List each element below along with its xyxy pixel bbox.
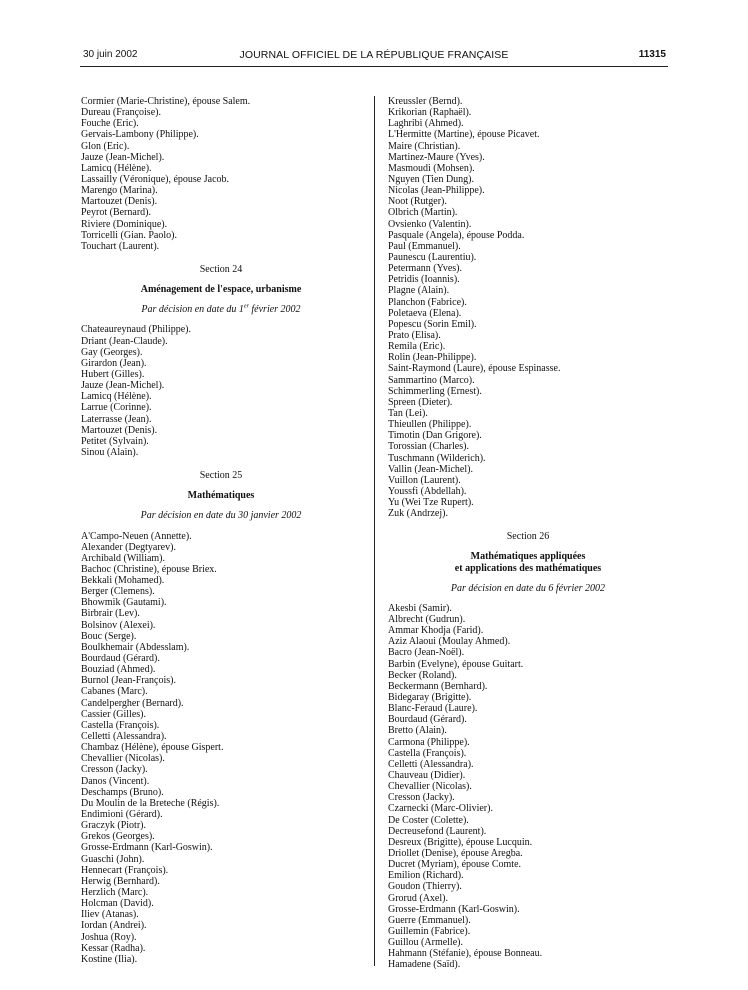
list-item: Bidegaray (Brigitte). [388,692,472,704]
list-item: Driollet (Denise), épouse Aregba. [388,848,523,859]
section-24-decision: Par décision en date du 1er février 2002 [141,303,301,316]
list-item: Becker (Roland). [388,669,457,681]
list-item: Hubert (Gilles). [81,368,145,380]
list-item: Yu (Wei Tze Rupert). [388,497,474,509]
list-item: Glon (Eric). [81,140,130,152]
list-item: Decreusefond (Laurent). [388,825,487,837]
list-item: Rolin (Jean-Philippe). [388,352,477,364]
list-item: Goudon (Thierry). [388,881,462,893]
list-item: Remila (Eric). [388,341,446,353]
list-item: Du Moulin de la Breteche (Régis). [81,797,220,809]
list-item: Hahmann (Stéfanie), épouse Bonneau. [388,948,543,960]
list-item: Bacro (Jean-Noël). [388,647,465,659]
list-item: Bolsinov (Alexei). [81,619,156,631]
list-item: Castella (François). [81,719,160,731]
list-item: Alexander (Degtyarev). [81,541,176,553]
section-26-heading-line-2: et applications des mathématiques [454,562,602,574]
list-item: Vallin (Jean-Michel). [388,463,473,475]
list-item: Ammar Khodja (Farid). [388,625,484,637]
list-item: A'Campo-Neuen (Annette). [81,530,192,542]
list-item: Hamadene (Saïd). [388,959,461,971]
list-item: Driant (Jean-Claude). [81,335,168,347]
list-item: Prato (Elisa). [388,329,441,341]
list-item: Sinou (Alain). [81,446,139,458]
list-item: Bretto (Alain). [388,725,447,737]
list-item: Maire (Christian). [388,140,461,152]
list-item: Iliev (Atanas). [81,909,139,921]
list-item: Berger (Clemens). [81,586,155,598]
list-item: Graczyk (Piotr). [81,820,146,832]
list-item: Laghribi (Ahmed). [388,118,464,130]
list-item: Gervais-Lambony (Philippe). [81,129,199,141]
list-item: Youssfi (Abdellah). [388,485,467,497]
list-item: Grosse-Erdmann (Karl-Goswin). [388,903,520,915]
list-item: Emilion (Richard). [388,870,464,882]
list-item: Nguyen (Tien Dung). [388,173,475,185]
list-item: Bouziad (Ahmed). [81,664,156,676]
section-25-decision: Par décision en date du 30 janvier 2002 [140,510,302,522]
list-item: Kostine (Ilia). [81,953,138,965]
list-item: Plagne (Alain). [388,285,450,297]
section-25-label: Section 25 [199,470,243,482]
list-item: Guerre (Emmanuel). [388,914,471,926]
list-item: Bourdaud (Gérard). [81,653,160,665]
list-item: Bouc (Serge). [81,630,137,642]
list-item: Spreen (Dieter). [388,396,453,408]
list-item: Akesbi (Samir). [388,602,452,614]
list-item: Lamicq (Hélène). [81,391,152,403]
list-item: Riviere (Dominique). [81,218,168,230]
section-24-label: Section 24 [199,263,243,275]
section-26-names [388,603,668,971]
list-item: Chevallier (Nicolas). [388,781,472,793]
list-item: Herwig (Bernhard). [81,875,160,887]
list-item: Iordan (Andrei). [81,920,147,932]
list-item: Poletaeva (Elena). [388,307,462,319]
list-item: Girardon (Jean). [81,357,147,369]
list-item: Martinez-Maure (Yves). [388,151,485,163]
list-item: Celletti (Alessandra). [388,758,474,770]
list-item: Schimmerling (Ernest). [388,385,482,397]
list-item: Petridis (Ioannis). [388,274,460,286]
list-item: Paunescu (Laurentiu). [388,251,477,263]
list-item: Marengo (Marina). [81,185,158,197]
list-item: Bhowmik (Gautami). [81,597,167,609]
list-item: Deschamps (Bruno). [81,786,164,798]
left-column [81,96,361,965]
list-item: Pasquale (Angela), épouse Podda. [388,229,525,241]
list-item: Laterrasse (Jean). [81,413,152,425]
list-item: Barbin (Evelyne), épouse Guitart. [388,658,524,670]
list-item: Jauze (Jean-Michel). [81,151,165,163]
list-item: Planchon (Fabrice). [388,296,467,308]
right-column [388,96,668,971]
column-divider [374,96,375,966]
list-item: Tuschmann (Wilderich). [388,452,486,464]
list-item: Torricelli (Gian. Paolo). [81,229,177,241]
list-item: Lassailly (Véronique), épouse Jacob. [81,173,230,185]
list-item: Czarnecki (Marc-Olivier). [388,803,493,815]
list-item: Grosse-Erdmann (Karl-Goswin). [81,842,213,854]
list-item: Guillou (Armelle). [388,937,463,949]
list-item: De Coster (Colette). [388,814,469,826]
list-item: Boulkhemair (Abdesslam). [81,641,190,653]
list-item: Kreussler (Bernd). [388,96,463,107]
list-item: Holcman (David). [81,898,154,910]
list-item: Petitet (Sylvain). [81,435,149,447]
list-item: Torossian (Charles). [388,441,469,453]
list-item: Krikorian (Raphaël). [388,107,472,119]
list-item: Touchart (Laurent). [81,240,160,252]
list-item: Chevallier (Nicolas). [81,753,165,765]
list-item: Sammartino (Marco). [388,374,475,386]
list-item: Cormier (Marie-Christine), épouse Salem. [81,96,251,107]
section-24-heading: Aménagement de l'espace, urbanisme [140,284,302,296]
list-item: Gay (Georges). [81,346,143,358]
list-item: Herzlich (Marc). [81,887,149,898]
header-date: 30 juin 2002 [83,49,138,60]
list-item: Dureau (Françoise). [81,107,161,119]
list-item: Celletti (Alessandra). [81,731,167,743]
list-item: Cresson (Jacky). [388,792,455,804]
list-item: Burnol (Jean-François). [81,675,176,687]
list-item: Ovsienko (Valentin). [388,218,472,230]
section-26-label: Section 26 [506,531,550,543]
list-item: Olbrich (Martin). [388,207,458,219]
page-number: 11315 [638,49,666,60]
list-item: Desreux (Brigitte), épouse Lucquin. [388,836,533,848]
list-item: Vuillon (Laurent). [388,474,461,486]
list-item: Cassier (Gilles). [81,708,146,720]
list-item: Albrecht (Gudrun). [388,614,466,626]
list-item: Cresson (Jacky). [81,764,148,776]
list-item: Hennecart (François). [81,864,169,876]
list-item: Petermann (Yves). [388,263,462,275]
list-item: Jauze (Jean-Michel). [81,380,165,392]
section-25-names [81,531,361,965]
list-item: Beckermann (Bernhard). [388,680,488,692]
list-item: Cabanes (Marc). [81,686,148,698]
list-item: Chauveau (Didier). [388,770,466,782]
list-item: Martouzet (Denis). [81,196,158,208]
list-item: Grekos (Georges). [81,831,155,843]
list-item: Grorud (Axel). [388,892,448,904]
section-24-names [81,324,361,458]
list-item: Lamicq (Hélène). [81,162,152,174]
list-item: Kessar (Radha). [81,942,146,954]
right-top-names [388,96,668,519]
list-item: Archibald (William). [81,552,166,564]
list-item: Blanc-Feraud (Laure). [388,703,478,715]
list-item: Noot (Rutger). [388,196,447,208]
list-item: Paul (Emmanuel). [388,240,461,252]
list-item: Guillemin (Fabrice). [388,925,471,937]
list-item: Carmona (Philippe). [388,736,470,748]
list-item: Larrue (Corinne). [81,402,152,414]
section-26-heading-line-1: Mathématiques appliquées [470,551,586,563]
list-item: Popescu (Sorin Emil). [388,318,477,330]
left-top-names [81,96,361,252]
list-item: L'Hermitte (Martine), épouse Picavet. [388,129,540,141]
list-item: Joshua (Roy). [81,931,137,943]
list-item: Timotin (Dan Grigore). [388,430,482,442]
section-25-heading: Mathématiques [187,490,255,502]
page-header [0,49,748,65]
list-item: Birbrair (Lev). [81,608,140,620]
header-title: JOURNAL OFFICIEL DE LA RÉPUBLIQUE FRANÇAISE [239,49,509,61]
list-item: Nicolas (Jean-Philippe). [388,185,485,197]
list-item: Masmoudi (Mohsen). [388,162,475,174]
list-item: Bachoc (Christine), épouse Briex. [81,563,217,575]
list-item: Guaschi (John). [81,853,145,865]
list-item: Bourdaud (Gérard). [388,714,467,726]
list-item: Danos (Vincent). [81,775,150,787]
list-item: Thieullen (Philippe). [388,419,472,431]
list-item: Aziz Alaoui (Moulay Ahmed). [388,636,511,648]
list-item: Zuk (Andrzej). [388,508,448,520]
list-item: Peyrot (Bernard). [81,207,151,219]
section-26-decision: Par décision en date du 6 février 2002 [450,582,606,594]
list-item: Castella (François). [388,747,467,759]
list-item: Chambaz (Hélène), épouse Gispert. [81,742,224,754]
header-rule [80,66,668,67]
list-item: Ducret (Myriam), épouse Comte. [388,859,522,871]
list-item: Endimioni (Gérard). [81,809,163,821]
list-item: Martouzet (Denis). [81,424,158,436]
list-item: Saint-Raymond (Laure), épouse Espinasse. [388,363,561,375]
list-item: Fouche (Eric). [81,118,139,130]
list-item: Chateaureynaud (Philippe). [81,324,191,336]
list-item: Candelpergher (Bernard). [81,697,184,709]
list-item: Bekkali (Mohamed). [81,575,165,587]
list-item: Tan (Lei). [388,407,428,419]
